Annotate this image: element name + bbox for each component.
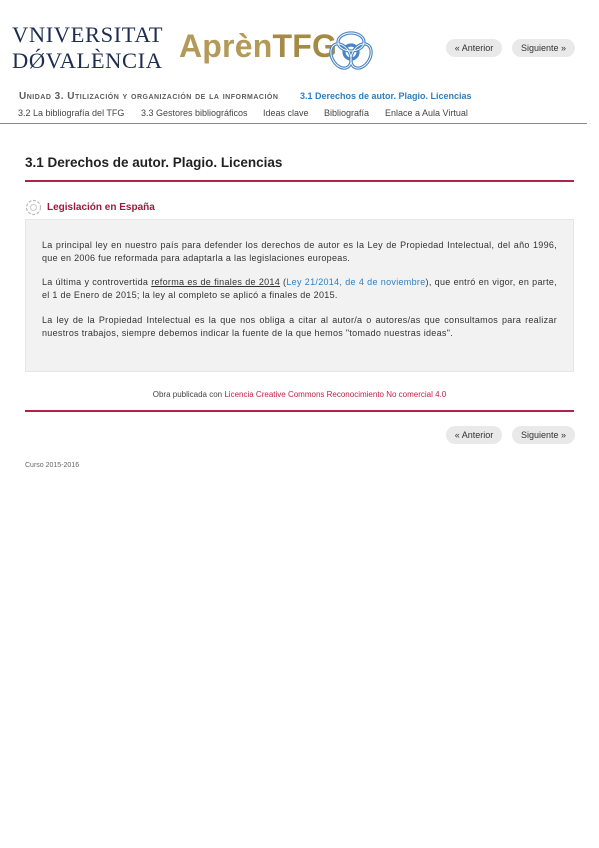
nav-item-bibliografia[interactable]: Bibliografía: [324, 108, 370, 118]
previous-button-bottom[interactable]: « Anterior: [446, 426, 502, 444]
breadcrumb-unit[interactable]: Unidad 3. Utilización y organización de la información: [19, 91, 279, 102]
nav-item-gestores[interactable]: 3.3 Gestores bibliográficos: [141, 108, 248, 118]
footer-course: Curso 2015-2016: [25, 462, 80, 469]
paragraph-reforma-text1: La última y controvertida: [42, 277, 152, 287]
paragraph-reforma-text3: ), que entró en vigor, en parte, el 1 de Enero de 2015; la ley al completo se aplicó a finales de 2015.: [42, 277, 557, 300]
nav-divider: [0, 123, 587, 124]
license-notice: [0, 390, 599, 399]
nav-item-aula-virtual[interactable]: Enlace a Aula Virtual: [385, 108, 468, 118]
next-button-bottom[interactable]: Siguiente »: [512, 426, 575, 444]
reforma-link[interactable]: reforma es de finales de 2014: [151, 277, 281, 287]
paragraph-citar: La ley de la Propiedad Intelectual es la que nos obliga a citar al autor/a o autores/as que consultamos para realizar nuestros trabajos, siempre debemos indicar la fuente de la que hemos "tomado nuestras ideas".: [42, 315, 557, 338]
license-link[interactable]: Licencia Creative Commons Reconocimiento No comercial 4.0: [224, 390, 447, 399]
university-logo-line1: VNIVERSITAT: [12, 22, 164, 47]
nav-item-bibliografia-tfg[interactable]: 3.2 La bibliografía del TFG: [18, 108, 125, 118]
section-title: Legislación en España: [47, 202, 155, 213]
ley-21-2014-link[interactable]: Ley 21/2014, de 4 de noviembre: [286, 277, 426, 287]
paragraph-reforma: [42, 276, 557, 302]
paragraph-ley: La principal ley en nuestro país para defender los derechos de autor es la Ley de Propiedad Intelectual, del año 1996, que en 2006 fue reformada para adaptarla a las legislaciones europeas.: [42, 240, 557, 263]
license-prefix: Obra publicada con: [152, 390, 225, 399]
page-header: [0, 0, 599, 88]
title-divider: [25, 180, 574, 182]
university-logo[interactable]: [12, 22, 172, 78]
paragraph-reforma-text2: (: [280, 277, 287, 287]
next-button-top[interactable]: Siguiente »: [512, 39, 575, 57]
page-title: 3.1 Derechos de autor. Plagio. Licencias: [25, 155, 283, 170]
app-logo-part2: TFG: [272, 28, 338, 64]
app-logo[interactable]: [179, 30, 337, 62]
celtic-knot-icon: [327, 28, 375, 74]
nav-item-ideas-clave[interactable]: Ideas clave: [263, 108, 309, 118]
section-icon: [25, 199, 42, 216]
university-logo-line2: DǾVALÈNCIA: [12, 48, 163, 73]
previous-button-top[interactable]: « Anterior: [446, 39, 502, 57]
bottom-divider: [25, 410, 574, 412]
app-logo-part1: Aprèn: [179, 28, 273, 64]
breadcrumb-current[interactable]: 3.1 Derechos de autor. Plagio. Licencias: [300, 91, 472, 101]
